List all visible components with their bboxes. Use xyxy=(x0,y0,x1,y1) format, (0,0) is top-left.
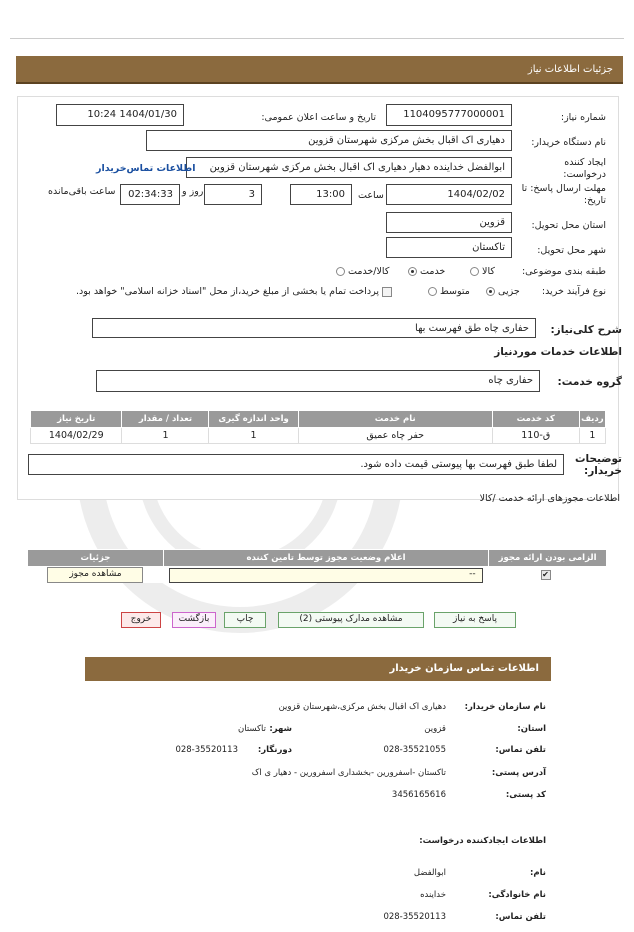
service-group-label: گروه خدمت: xyxy=(557,376,622,388)
cell-row: 1 xyxy=(579,428,605,444)
page-title: جزئیات اطلاعات نیاز xyxy=(527,64,613,75)
cell-unit: 1 xyxy=(209,428,298,444)
cell-code: ق-110 xyxy=(492,428,579,444)
contact-city-value: تاکستان xyxy=(238,724,266,734)
permits-title: اطلاعات مجوزهای ارائه خدمت /کالا xyxy=(479,493,620,504)
org-label: نام سازمان خریدار: xyxy=(464,702,546,712)
category-option-service[interactable]: خدمت xyxy=(408,266,445,277)
radio-service[interactable] xyxy=(408,267,417,276)
postal-label: کد پستی: xyxy=(505,790,546,800)
category-option-both[interactable]: کالا/خدمت xyxy=(336,266,389,277)
creator-family-value: خداینده xyxy=(420,890,446,900)
summary-label: شرح کلی‌نیاز: xyxy=(550,324,622,336)
permit-status-field[interactable]: -- xyxy=(169,568,482,583)
time-label: ساعت xyxy=(358,190,384,201)
buyer-org-field: دهیاری اک اقبال بخش مرکزی شهرستان قزوین xyxy=(146,130,512,151)
cell-date: 1404/02/29 xyxy=(31,428,122,444)
buyer-notes-label: توضیحات خریدار: xyxy=(574,453,622,477)
permits-table-header xyxy=(28,550,607,567)
radio-goods[interactable] xyxy=(470,267,479,276)
col-row: ردیف xyxy=(579,411,605,428)
creator-name-label: نام: xyxy=(529,868,546,878)
cell-quantity: 1 xyxy=(122,428,209,444)
creator-field: ابوالفضل خداینده دهیار دهیاری اک اقبال بخش مرکزی شهرستان قزوین xyxy=(186,157,512,178)
creator-info-title: اطلاعات ایجادکننده درخواست: xyxy=(419,836,546,846)
days-field: 3 xyxy=(204,184,262,205)
radio-medium[interactable] xyxy=(428,287,437,296)
back-button[interactable]: بازگشت xyxy=(172,612,216,628)
province-label: استان محل تحویل: xyxy=(531,220,606,231)
city-label: شهر محل تحویل: xyxy=(537,245,606,256)
col-quantity: تعداد / مقدار xyxy=(122,411,209,428)
items-table xyxy=(30,410,606,444)
col-service-code: کد خدمت xyxy=(492,411,579,428)
col-service-name: نام خدمت xyxy=(298,411,492,428)
permits-table xyxy=(27,549,607,583)
category-label: طبقه بندی موضوعی: xyxy=(521,266,606,277)
buyer-contact-link[interactable]: اطلاعات تماس‌خریدار xyxy=(96,163,196,174)
remaining-label: ساعت باقی‌مانده xyxy=(48,186,116,197)
remaining-time-field: 02:34:33 xyxy=(120,184,180,205)
need-number-label: شماره نیاز: xyxy=(560,112,606,123)
radio-both[interactable] xyxy=(336,267,345,276)
summary-field: حفاری چاه طق فهرست بها xyxy=(92,318,536,338)
creator-phone-label: تلفن تماس: xyxy=(495,912,546,922)
treasury-checkbox[interactable] xyxy=(382,287,392,297)
province-field: قزوین xyxy=(386,212,512,233)
col-need-date: تاریخ نیاز xyxy=(31,411,122,428)
contact-city-label: شهر: xyxy=(269,724,292,734)
creator-phone-value: 028-35520113 xyxy=(383,912,446,922)
exit-button[interactable]: خروج xyxy=(121,612,161,628)
col-permit-details: جزئیات xyxy=(28,550,164,567)
fax-value: 028-35520113 xyxy=(175,745,238,755)
contact-province-label: استان: xyxy=(517,724,546,734)
contact-header xyxy=(85,657,551,681)
col-unit: واحد اندازه گیری xyxy=(209,411,298,428)
services-title: اطلاعات خدمات موردنیاز xyxy=(494,346,622,358)
fax-label: دورنگار: xyxy=(257,745,292,755)
contact-phone-value: 028-35521055 xyxy=(383,745,446,755)
announce-field: 1404/01/30 10:24 xyxy=(56,104,184,126)
contact-title: اطلاعات تماس سازمان خریدار xyxy=(389,663,539,674)
radio-minor[interactable] xyxy=(486,287,495,296)
buyer-org-label: نام دستگاه خریدار: xyxy=(531,137,606,148)
service-group-field: حفاری چاه xyxy=(96,370,540,392)
creator-name-value: ابوالفضل xyxy=(413,868,446,878)
col-permit-status: اعلام وضعیت مجوز توسط تامین کننده xyxy=(163,550,488,567)
treasury-note: پرداخت تمام یا بخشی از مبلغ خرید،از محل "اسناد خزانه اسلامی" خواهد بود. xyxy=(52,286,392,297)
view-permit-button[interactable]: مشاهده مجوز xyxy=(47,567,143,583)
creator-family-label: نام خانوادگی: xyxy=(488,890,546,900)
items-table-header xyxy=(31,411,606,428)
reply-button[interactable]: پاسخ به نیاز xyxy=(434,612,516,628)
org-value: دهیاری اک اقبال بخش مرکزی،شهرستان قزوین xyxy=(278,702,446,712)
category-option-goods[interactable]: کالا xyxy=(470,266,495,277)
deadline-time-field: 13:00 xyxy=(290,184,352,205)
contact-phone-label: تلفن تماس: xyxy=(495,745,546,755)
announce-label: تاریخ و ساعت اعلان عمومی: xyxy=(261,112,376,123)
address-value: تاکستان -اسفرورین -بخشداری اسفرورین - دهیار ی اک xyxy=(251,768,446,778)
attachments-button[interactable]: مشاهده مدارک پیوستی (2) xyxy=(278,612,424,628)
buyer-notes-field: لطفا طبق فهرست بها پیوستی قیمت داده شود. xyxy=(28,454,564,475)
days-label: روز و xyxy=(182,186,204,197)
purchase-option-medium[interactable]: متوسط xyxy=(428,286,470,297)
purchase-type-label: نوع فرآیند خرید: xyxy=(541,286,606,297)
permit-required-checkbox: ✔ xyxy=(542,570,549,579)
print-button[interactable]: چاپ xyxy=(224,612,266,628)
deadline-date-field: 1404/02/02 xyxy=(386,184,512,205)
cell-name: حفر چاه عمیق xyxy=(298,428,492,444)
address-label: آدرس پستی: xyxy=(491,768,546,778)
table-row xyxy=(31,428,606,444)
contact-province-value: قزوین xyxy=(424,724,446,734)
top-divider xyxy=(10,38,624,39)
creator-label: ایجاد کننده درخواست: xyxy=(563,157,606,180)
need-number-field: 1104095777000001 xyxy=(386,104,512,126)
postal-value: 3456165616 xyxy=(391,790,446,800)
city-field: تاکستان xyxy=(386,237,512,258)
deadline-label: مهلت ارسال پاسخ: تا تاریخ: xyxy=(521,183,606,206)
col-permit-required: الزامی بودن ارائه مجوز xyxy=(489,550,607,567)
page-header xyxy=(16,56,623,84)
purchase-option-minor[interactable]: جزیی xyxy=(486,286,520,297)
table-row xyxy=(28,567,607,584)
